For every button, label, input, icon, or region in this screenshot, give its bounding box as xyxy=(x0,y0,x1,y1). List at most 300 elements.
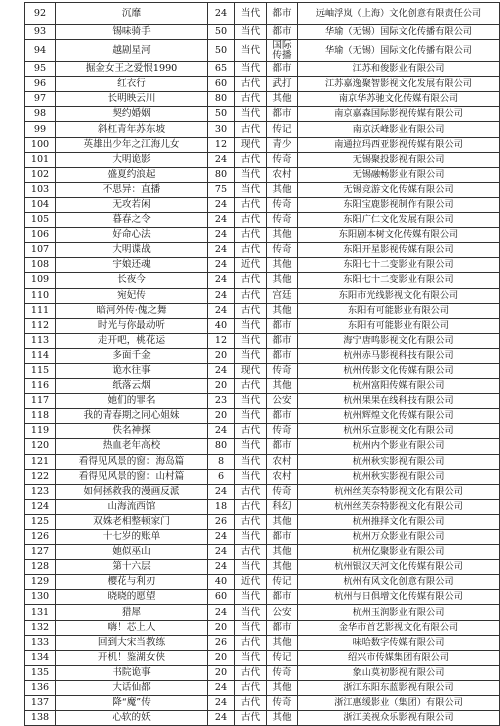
row-number-cell: 102 xyxy=(25,167,56,182)
era-cell: 古代 xyxy=(235,303,267,318)
table-row xyxy=(25,605,500,620)
production-company-cell: 杭州富阳传媒有限公司 xyxy=(298,379,500,394)
table-row xyxy=(25,379,500,394)
production-company-cell: 南京华苏驰文化传媒有限公司 xyxy=(298,92,500,107)
production-company-cell: 杭州玉润影业有限公司 xyxy=(298,605,500,620)
episode-count-cell: 24 xyxy=(208,273,235,288)
genre-cell: 传奇 xyxy=(267,665,298,680)
era-cell: 古代 xyxy=(235,197,267,212)
episode-count-cell: 26 xyxy=(208,514,235,529)
drama-title-cell: 越剧星河 xyxy=(56,40,208,62)
genre-cell: 其他 xyxy=(267,182,298,197)
production-company-cell: 杭州亿聚影业有限公司 xyxy=(298,545,500,560)
era-cell: 现代 xyxy=(235,363,267,378)
era-cell: 当代 xyxy=(235,394,267,409)
row-number-cell: 119 xyxy=(25,424,56,439)
episode-count-cell: 30 xyxy=(208,122,235,137)
era-cell: 当代 xyxy=(235,3,267,25)
production-company-cell: 无锡竞游文化传媒有限公司 xyxy=(298,182,500,197)
genre-cell: 都市 xyxy=(267,3,298,25)
table-row xyxy=(25,197,500,212)
row-number-cell: 138 xyxy=(25,711,56,726)
row-number-cell: 98 xyxy=(25,107,56,122)
table-row xyxy=(25,560,500,575)
episode-count-cell: 24 xyxy=(208,152,235,167)
drama-title-cell: 大明谍战 xyxy=(56,243,208,258)
row-number-cell: 96 xyxy=(25,77,56,92)
genre-cell: 传奇 xyxy=(267,363,298,378)
era-cell: 当代 xyxy=(235,454,267,469)
table-row xyxy=(25,575,500,590)
era-cell: 古代 xyxy=(235,122,267,137)
genre-cell: 传奇 xyxy=(267,484,298,499)
drama-title-cell: 樱花与利刃 xyxy=(56,575,208,590)
row-number-cell: 100 xyxy=(25,137,56,152)
row-number-cell: 106 xyxy=(25,228,56,243)
era-cell: 当代 xyxy=(235,439,267,454)
drama-title-cell: 锡味骑手 xyxy=(56,25,208,40)
episode-count-cell: 12 xyxy=(208,137,235,152)
episode-count-cell: 24 xyxy=(208,303,235,318)
table-row xyxy=(25,711,500,726)
row-number-cell: 105 xyxy=(25,213,56,228)
genre-cell: 都市 xyxy=(267,409,298,424)
genre-cell: 其他 xyxy=(267,303,298,318)
table-row xyxy=(25,514,500,529)
era-cell: 现代 xyxy=(235,137,267,152)
table-row xyxy=(25,167,500,182)
genre-cell: 公安 xyxy=(267,605,298,620)
table-row xyxy=(25,152,500,167)
drama-title-cell: 多面千金 xyxy=(56,348,208,363)
production-company-cell: 南京沃峰影业有限公司 xyxy=(298,122,500,137)
era-cell: 当代 xyxy=(235,605,267,620)
era-cell: 当代 xyxy=(235,530,267,545)
production-company-cell: 东阳广仁文化发展有限公司 xyxy=(298,213,500,228)
production-company-cell: 东阳市光线影视文化有限公司 xyxy=(298,288,500,303)
episode-count-cell: 24 xyxy=(208,680,235,695)
row-number-cell: 114 xyxy=(25,348,56,363)
era-cell: 当代 xyxy=(235,348,267,363)
era-cell: 古代 xyxy=(235,711,267,726)
episode-count-cell: 24 xyxy=(208,3,235,25)
drama-title-cell: 第十六层 xyxy=(56,560,208,575)
table-row xyxy=(25,620,500,635)
row-number-cell: 95 xyxy=(25,62,56,77)
era-cell: 当代 xyxy=(235,620,267,635)
drama-title-cell: 时光与你最动听 xyxy=(56,318,208,333)
drama-title-cell: 无攻若闲 xyxy=(56,197,208,212)
era-cell: 古代 xyxy=(235,273,267,288)
drama-title-cell: 走开吧，桃花运 xyxy=(56,333,208,348)
table-row xyxy=(25,394,500,409)
genre-cell: 都市 xyxy=(267,348,298,363)
production-company-cell: 浙江美视众乐影视有限公司 xyxy=(298,711,500,726)
production-company-cell: 杭州内个影业有限公司 xyxy=(298,439,500,454)
table-row xyxy=(25,680,500,695)
era-cell: 当代 xyxy=(235,650,267,665)
table-row xyxy=(25,650,500,665)
episode-count-cell: 80 xyxy=(208,439,235,454)
table-row xyxy=(25,303,500,318)
genre-cell: 农村 xyxy=(267,454,298,469)
era-cell: 当代 xyxy=(235,409,267,424)
genre-cell: 宫廷 xyxy=(267,288,298,303)
drama-title-cell: 盛夏约浪起 xyxy=(56,167,208,182)
era-cell: 古代 xyxy=(235,379,267,394)
episode-count-cell: 24 xyxy=(208,605,235,620)
production-company-cell: 味哈数字传媒有限公司 xyxy=(298,635,500,650)
table-row xyxy=(25,137,500,152)
genre-cell: 其他 xyxy=(267,514,298,529)
era-cell: 古代 xyxy=(235,484,267,499)
episode-count-cell: 20 xyxy=(208,665,235,680)
episode-count-cell: 75 xyxy=(208,182,235,197)
table-row xyxy=(25,107,500,122)
era-cell: 近代 xyxy=(235,258,267,273)
production-company-cell: 华瑜（无锡）国际文化传播有限公司 xyxy=(298,40,500,62)
episode-count-cell: 40 xyxy=(208,575,235,590)
table-row xyxy=(25,665,500,680)
era-cell: 古代 xyxy=(235,288,267,303)
drama-title-cell: 十七岁的账单 xyxy=(56,530,208,545)
era-cell: 古代 xyxy=(235,92,267,107)
genre-cell: 其他 xyxy=(267,228,298,243)
drama-title-cell: 大话仙都 xyxy=(56,680,208,695)
genre-cell: 科幻 xyxy=(267,499,298,514)
era-cell: 当代 xyxy=(235,333,267,348)
production-company-cell: 江苏和俊影业有限公司 xyxy=(298,62,500,77)
drama-title-cell: 如何拯救我的漫画反派 xyxy=(56,484,208,499)
production-company-cell: 东阳有可能影业有限公司 xyxy=(298,303,500,318)
production-company-cell: 浙江东阳东蓝影视有限公司 xyxy=(298,680,500,695)
production-company-cell: 杭州辉煌文化传媒有限公司 xyxy=(298,409,500,424)
episode-count-cell: 24 xyxy=(208,243,235,258)
era-cell: 古代 xyxy=(235,665,267,680)
row-number-cell: 129 xyxy=(25,575,56,590)
drama-title-cell: 降“魔”传 xyxy=(56,696,208,711)
era-cell: 当代 xyxy=(235,40,267,62)
table-row xyxy=(25,454,500,469)
drama-title-cell: 长明映云川 xyxy=(56,92,208,107)
production-company-cell: 杭州赤马影视科技有限公司 xyxy=(298,348,500,363)
genre-cell: 其他 xyxy=(267,273,298,288)
episode-count-cell: 24 xyxy=(208,197,235,212)
genre-cell: 其他 xyxy=(267,258,298,273)
drama-title-cell: 好命心法 xyxy=(56,228,208,243)
episode-count-cell: 24 xyxy=(208,258,235,273)
episode-count-cell: 20 xyxy=(208,348,235,363)
row-number-cell: 107 xyxy=(25,243,56,258)
episode-count-cell: 50 xyxy=(208,107,235,122)
episode-count-cell: 50 xyxy=(208,25,235,40)
episode-count-cell: 18 xyxy=(208,499,235,514)
production-company-cell: 东阳剧本树文化传媒有限公司 xyxy=(298,228,500,243)
episode-count-cell: 24 xyxy=(208,545,235,560)
drama-title-cell: 不思异：直播 xyxy=(56,182,208,197)
row-number-cell: 101 xyxy=(25,152,56,167)
era-cell: 当代 xyxy=(235,469,267,484)
drama-title-cell: 晓晓的愿望 xyxy=(56,590,208,605)
production-company-cell: 杭州银汉天河文化传媒有限公司 xyxy=(298,560,500,575)
production-company-cell: 浙江惠缓影业（集团）有限公司 xyxy=(298,696,500,711)
row-number-cell: 137 xyxy=(25,696,56,711)
production-company-cell: 杭州与日俱增文化传媒有限公司 xyxy=(298,590,500,605)
drama-title-cell: 沉靡 xyxy=(56,3,208,25)
drama-title-cell: 山海流西馆 xyxy=(56,499,208,514)
drama-title-cell: 契约婚姻 xyxy=(56,107,208,122)
era-cell: 古代 xyxy=(235,696,267,711)
era-cell: 古代 xyxy=(235,152,267,167)
table-row xyxy=(25,424,500,439)
era-cell: 古代 xyxy=(235,499,267,514)
genre-cell: 都市 xyxy=(267,107,298,122)
row-number-cell: 134 xyxy=(25,650,56,665)
production-company-cell: 象山莫初影视有限公司 xyxy=(298,665,500,680)
genre-cell: 都市 xyxy=(267,25,298,40)
drama-filing-table xyxy=(24,2,500,726)
drama-title-cell: 看得见风景的窗：山村篇 xyxy=(56,469,208,484)
production-company-cell: 海宁唐鸣影视文化有限公司 xyxy=(298,333,500,348)
genre-cell: 其他 xyxy=(267,680,298,695)
row-number-cell: 103 xyxy=(25,182,56,197)
drama-title-cell: 宇娘还魂 xyxy=(56,258,208,273)
drama-title-cell: 诡水往事 xyxy=(56,363,208,378)
production-company-cell: 无锡聚投影视有限公司 xyxy=(298,152,500,167)
production-company-cell: 杭州传影文化传媒有限公司 xyxy=(298,363,500,378)
episode-count-cell: 24 xyxy=(208,560,235,575)
row-number-cell: 122 xyxy=(25,469,56,484)
table-row xyxy=(25,333,500,348)
table-row xyxy=(25,243,500,258)
row-number-cell: 132 xyxy=(25,620,56,635)
episode-count-cell: 20 xyxy=(208,620,235,635)
genre-cell: 其他 xyxy=(267,545,298,560)
table-row xyxy=(25,409,500,424)
drama-title-cell: 斜杠青年苏东坡 xyxy=(56,122,208,137)
genre-cell: 都市 xyxy=(267,333,298,348)
row-number-cell: 113 xyxy=(25,333,56,348)
table-row xyxy=(25,545,500,560)
era-cell: 古代 xyxy=(235,514,267,529)
table-row xyxy=(25,530,500,545)
row-number-cell: 115 xyxy=(25,363,56,378)
era-cell: 古代 xyxy=(235,545,267,560)
episode-count-cell: 24 xyxy=(208,711,235,726)
row-number-cell: 136 xyxy=(25,680,56,695)
production-company-cell: 东阳宝鹿影视制作有限公司 xyxy=(298,197,500,212)
production-company-cell: 南京嘉森国际影视传媒有限公司 xyxy=(298,107,500,122)
episode-count-cell: 65 xyxy=(208,62,235,77)
row-number-cell: 124 xyxy=(25,499,56,514)
era-cell: 当代 xyxy=(235,62,267,77)
episode-count-cell: 8 xyxy=(208,454,235,469)
production-company-cell: 东阳开星影视传媒有限公司 xyxy=(298,243,500,258)
table-body xyxy=(25,3,500,726)
genre-cell: 传奇 xyxy=(267,243,298,258)
production-company-cell: 杭州乐宣影视文化有限公司 xyxy=(298,424,500,439)
episode-count-cell: 24 xyxy=(208,363,235,378)
drama-title-cell: 红衣行 xyxy=(56,77,208,92)
genre-cell: 传奇 xyxy=(267,696,298,711)
table-row xyxy=(25,3,500,25)
genre-cell: 都市 xyxy=(267,590,298,605)
row-number-cell: 125 xyxy=(25,514,56,529)
row-number-cell: 99 xyxy=(25,122,56,137)
production-company-cell: 杭州有风文化创意有限公司 xyxy=(298,575,500,590)
row-number-cell: 112 xyxy=(25,318,56,333)
genre-cell: 武打 xyxy=(267,77,298,92)
row-number-cell: 104 xyxy=(25,197,56,212)
production-company-cell: 杭州秋实影视有限公司 xyxy=(298,469,500,484)
drama-title-cell: 我的青春期之同心姐妹 xyxy=(56,409,208,424)
genre-cell: 传记 xyxy=(267,122,298,137)
production-company-cell: 无锡融畅影业有限公司 xyxy=(298,167,500,182)
genre-cell: 传奇 xyxy=(267,424,298,439)
table-row xyxy=(25,25,500,40)
table-row xyxy=(25,363,500,378)
era-cell: 当代 xyxy=(235,25,267,40)
row-number-cell: 133 xyxy=(25,635,56,650)
episode-count-cell: 60 xyxy=(208,590,235,605)
genre-cell: 传记 xyxy=(267,575,298,590)
production-company-cell: 杭州推择文化有限公司 xyxy=(298,514,500,529)
genre-cell: 传奇 xyxy=(267,152,298,167)
episode-count-cell: 24 xyxy=(208,530,235,545)
genre-cell: 传记 xyxy=(267,650,298,665)
row-number-cell: 126 xyxy=(25,530,56,545)
table-row xyxy=(25,258,500,273)
era-cell: 当代 xyxy=(235,107,267,122)
era-cell: 古代 xyxy=(235,635,267,650)
drama-title-cell: 猎犀 xyxy=(56,605,208,620)
era-cell: 古代 xyxy=(235,228,267,243)
table-row xyxy=(25,62,500,77)
genre-cell: 公安 xyxy=(267,394,298,409)
production-company-cell: 东阳有可能影业有限公司 xyxy=(298,318,500,333)
drama-title-cell: 佚名神探 xyxy=(56,424,208,439)
genre-cell: 其他 xyxy=(267,711,298,726)
episode-count-cell: 20 xyxy=(208,409,235,424)
drama-title-cell: 纸落云烟 xyxy=(56,379,208,394)
genre-cell: 都市 xyxy=(267,530,298,545)
table-row xyxy=(25,318,500,333)
era-cell: 当代 xyxy=(235,560,267,575)
drama-title-cell: 暗河外传·傀之舞 xyxy=(56,303,208,318)
production-company-cell: 杭州万众影业有限公司 xyxy=(298,530,500,545)
production-company-cell: 东阳七十二变影业有限公司 xyxy=(298,273,500,288)
drama-title-cell: 嗨！芯上人 xyxy=(56,620,208,635)
era-cell: 古代 xyxy=(235,243,267,258)
episode-count-cell: 80 xyxy=(208,167,235,182)
table-row xyxy=(25,213,500,228)
episode-count-cell: 12 xyxy=(208,333,235,348)
table-row xyxy=(25,40,500,62)
drama-title-cell: 热血老年高校 xyxy=(56,439,208,454)
row-number-cell: 120 xyxy=(25,439,56,454)
table-row xyxy=(25,182,500,197)
row-number-cell: 123 xyxy=(25,484,56,499)
drama-title-cell: 看得见风景的窗：海岛篇 xyxy=(56,454,208,469)
row-number-cell: 118 xyxy=(25,409,56,424)
era-cell: 当代 xyxy=(235,318,267,333)
row-number-cell: 135 xyxy=(25,665,56,680)
row-number-cell: 130 xyxy=(25,590,56,605)
table-row xyxy=(25,348,500,363)
drama-title-cell: 回到大宋当教练 xyxy=(56,635,208,650)
row-number-cell: 97 xyxy=(25,92,56,107)
episode-count-cell: 24 xyxy=(208,288,235,303)
episode-count-cell: 24 xyxy=(208,424,235,439)
production-company-cell: 杭州秋实影视有限公司 xyxy=(298,454,500,469)
episode-count-cell: 24 xyxy=(208,213,235,228)
drama-title-cell: 开机！鉴湖女侠 xyxy=(56,650,208,665)
table-row xyxy=(25,635,500,650)
drama-title-cell: 她似巫山 xyxy=(56,545,208,560)
production-company-cell: 远岫浮岚（上海）文化创意有限责任公司 xyxy=(298,3,500,25)
drama-title-cell: 她们的罪名 xyxy=(56,394,208,409)
table-row xyxy=(25,273,500,288)
row-number-cell: 128 xyxy=(25,560,56,575)
genre-cell: 农村 xyxy=(267,469,298,484)
production-company-cell: 绍兴市传媒集团有限公司 xyxy=(298,650,500,665)
era-cell: 当代 xyxy=(235,590,267,605)
table-row xyxy=(25,469,500,484)
era-cell: 古代 xyxy=(235,680,267,695)
genre-cell: 传奇 xyxy=(267,197,298,212)
table-row xyxy=(25,77,500,92)
drama-title-cell: 暮春之令 xyxy=(56,213,208,228)
episode-count-cell: 40 xyxy=(208,318,235,333)
episode-count-cell: 23 xyxy=(208,394,235,409)
era-cell: 当代 xyxy=(235,182,267,197)
genre-cell: 都市 xyxy=(267,439,298,454)
genre-cell: 农村 xyxy=(267,167,298,182)
table-row xyxy=(25,92,500,107)
row-number-cell: 127 xyxy=(25,545,56,560)
genre-cell: 都市 xyxy=(267,620,298,635)
table-row xyxy=(25,696,500,711)
episode-count-cell: 24 xyxy=(208,228,235,243)
production-company-cell: 杭州果果在线科技有限公司 xyxy=(298,394,500,409)
episode-count-cell: 20 xyxy=(208,650,235,665)
production-company-cell: 南通拉玛西亚影视传媒有限公司 xyxy=(298,137,500,152)
genre-cell: 国际传播 xyxy=(267,40,298,62)
episode-count-cell: 24 xyxy=(208,696,235,711)
episode-count-cell: 6 xyxy=(208,469,235,484)
episode-count-cell: 80 xyxy=(208,92,235,107)
genre-cell: 都市 xyxy=(267,62,298,77)
era-cell: 当代 xyxy=(235,167,267,182)
drama-title-cell: 双姝老相整顿家门 xyxy=(56,514,208,529)
row-number-cell: 108 xyxy=(25,258,56,273)
drama-title-cell: 掘金女王之爱恨1990 xyxy=(56,62,208,77)
era-cell: 古代 xyxy=(235,213,267,228)
row-number-cell: 92 xyxy=(25,3,56,25)
drama-title-cell: 大明诡影 xyxy=(56,152,208,167)
episode-count-cell: 20 xyxy=(208,379,235,394)
episode-count-cell: 24 xyxy=(208,484,235,499)
production-company-cell: 华瑜（无锡）国际文化传播有限公司 xyxy=(298,25,500,40)
drama-title-cell: 宛妃传 xyxy=(56,288,208,303)
row-number-cell: 94 xyxy=(25,40,56,62)
row-number-cell: 121 xyxy=(25,454,56,469)
era-cell: 古代 xyxy=(235,424,267,439)
drama-title-cell: 英雄出少年之江海儿女 xyxy=(56,137,208,152)
genre-cell: 青少 xyxy=(267,137,298,152)
production-company-cell: 东阳七十二变影业有限公司 xyxy=(298,258,500,273)
row-number-cell: 116 xyxy=(25,379,56,394)
